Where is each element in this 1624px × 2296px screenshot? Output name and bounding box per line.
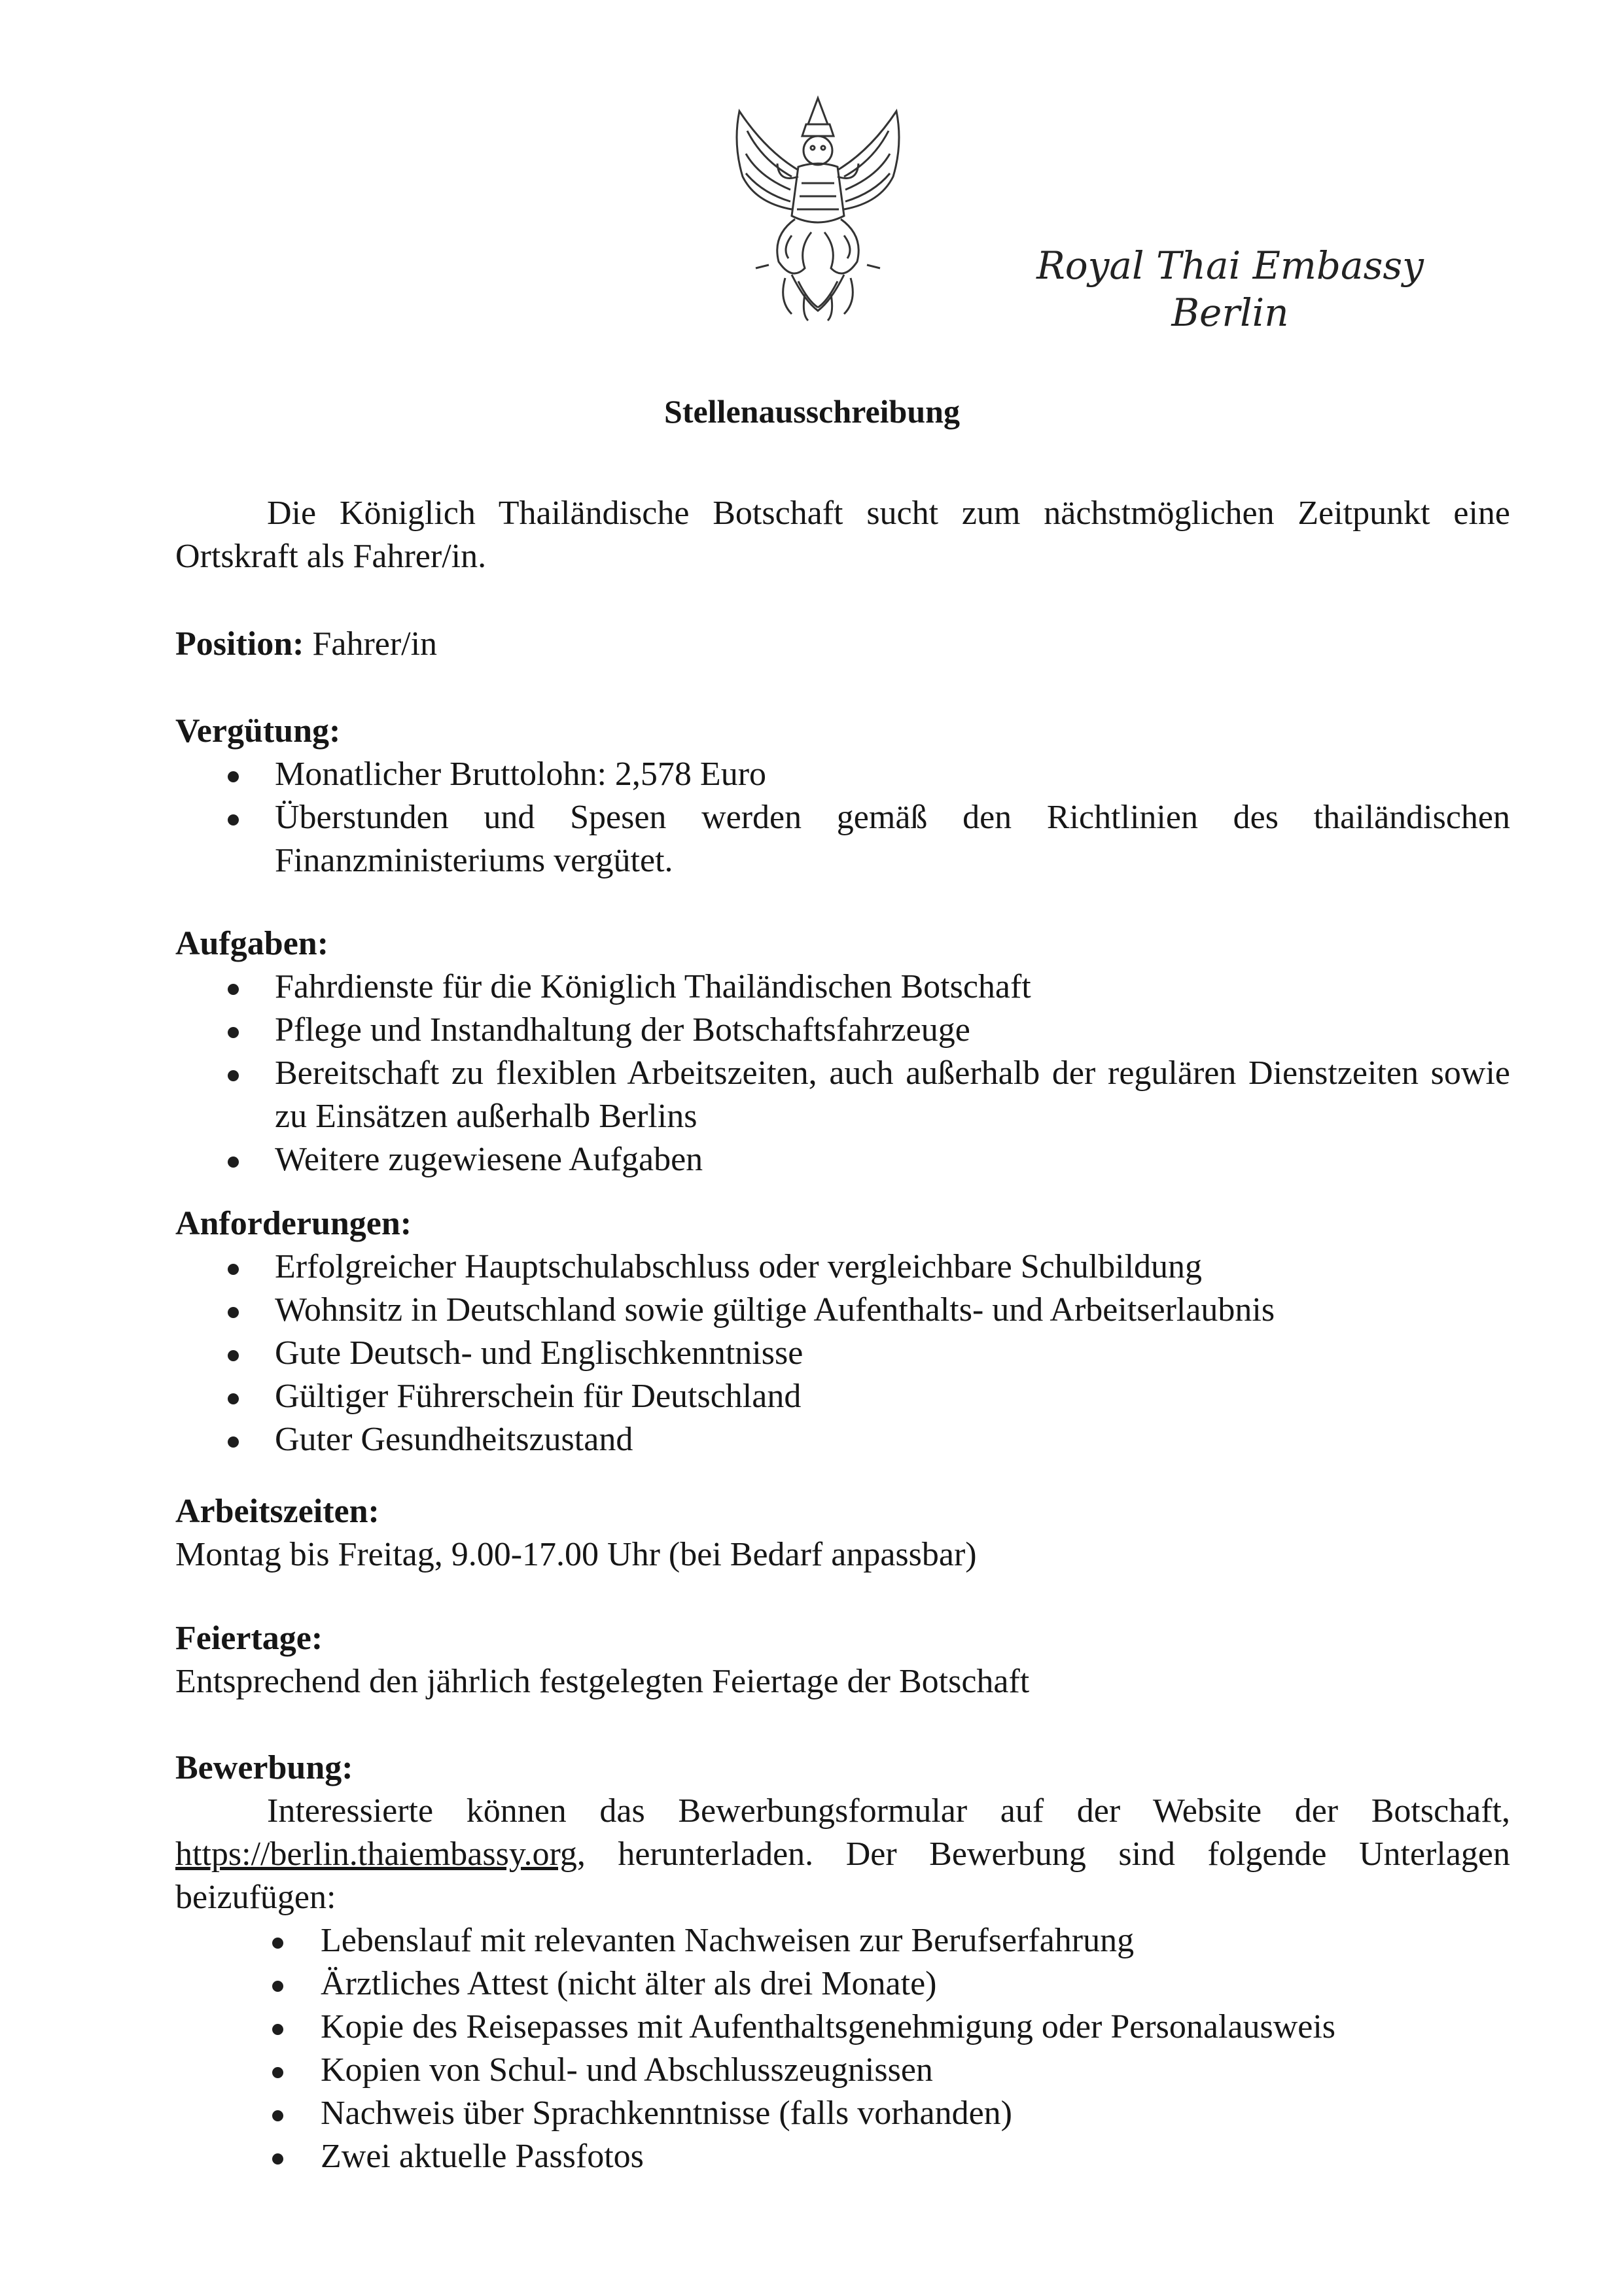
feiertage-heading: Feiertage: [175, 1620, 323, 1657]
list-item: Wohnsitz in Deutschland sowie gültige Aufenthalts- und Arbeitserlaubnis [175, 1289, 1510, 1332]
position-value: Fahrer/in [312, 625, 438, 663]
list-item: Kopie des Reisepasses mit Aufenthaltsgenehmigung oder Personalausweis [175, 2006, 1510, 2049]
embassy-letterhead [1021, 242, 1439, 336]
anforderungen-heading: Anforderungen: [175, 1205, 412, 1242]
garuda-emblem-icon [694, 85, 942, 334]
feiertage-section [175, 1617, 1510, 1703]
list-item: Pflege und Instandhaltung der Botschaftsfahrzeuge [175, 1009, 1510, 1052]
verguetung-section [175, 710, 1510, 882]
bewerbung-heading: Bewerbung: [175, 1749, 353, 1786]
verguetung-heading: Vergütung: [175, 712, 341, 750]
arbeitszeiten-section [175, 1490, 1510, 1576]
embassy-name: Royal Thai Embassy [1036, 243, 1424, 288]
list-item: Erfolgreicher Hauptschulabschluss oder vergleichbare Schulbildung [175, 1245, 1510, 1289]
list-item: Kopien von Schul- und Abschlusszeugnissen [175, 2049, 1510, 2092]
list-item: Monatlicher Bruttolohn: 2,578 Euro [175, 753, 1510, 796]
feiertage-text: Entsprechend den jährlich festgelegten Feiertage der Botschaft [175, 1663, 1030, 1700]
aufgaben-section [175, 922, 1510, 1181]
intro-paragraph: Die Königlich Thailändische Botschaft sucht zum nächstmöglichen Zeitpunkt eine Ortskraft als Fahrer/in. [175, 495, 1510, 575]
bewerbung-section [175, 1747, 1510, 2178]
anforderungen-section [175, 1202, 1510, 1461]
list-item: Fahrdienste für die Königlich Thailändischen Botschaft [175, 965, 1510, 1009]
list-item: Gute Deutsch- und Englischkenntnisse [175, 1332, 1510, 1375]
bewerbung-text-after: , herunterladen. Der Bewerbung sind folgende Unterlagen beizufügen: [175, 1835, 1510, 1916]
list-item: Zwei aktuelle Passfotos [175, 2135, 1510, 2178]
bewerbung-text-before: Interessierte können das Bewerbungsformular auf der Website der Botschaft, [267, 1792, 1510, 1830]
list-item: Lebenslauf mit relevanten Nachweisen zur Berufserfahrung [175, 1919, 1510, 1962]
position-label: Position: [175, 625, 304, 663]
list-item: Gültiger Führerschein für Deutschland [175, 1375, 1510, 1418]
list-item: Guter Gesundheitszustand [175, 1418, 1510, 1461]
bewerbung-paragraph [175, 1790, 1510, 1919]
embassy-city: Berlin [1171, 290, 1289, 335]
list-item: Nachweis über Sprachkenntnisse (falls vorhanden) [175, 2092, 1510, 2135]
embassy-website-link[interactable]: https://berlin.thaiembassy.org [175, 1835, 577, 1873]
position-section [175, 623, 1510, 666]
list-item: Ärztliches Attest (nicht älter als drei Monate) [175, 1962, 1510, 2006]
arbeitszeiten-text: Montag bis Freitag, 9.00-17.00 Uhr (bei Bedarf anpassbar) [175, 1536, 977, 1573]
list-item: Weitere zugewiesene Aufgaben [175, 1138, 1510, 1181]
arbeitszeiten-heading: Arbeitszeiten: [175, 1493, 380, 1530]
list-item: Überstunden und Spesen werden gemäß den Richtlinien des thailändischen Finanzministeriums vergütet. [175, 796, 1510, 882]
page-title: Stellenausschreibung [664, 393, 960, 430]
aufgaben-heading: Aufgaben: [175, 925, 329, 962]
list-item: Bereitschaft zu flexiblen Arbeitszeiten, auch außerhalb der regulären Dienstzeiten sowie zu Einsätzen außerhalb Berlins [175, 1052, 1510, 1138]
